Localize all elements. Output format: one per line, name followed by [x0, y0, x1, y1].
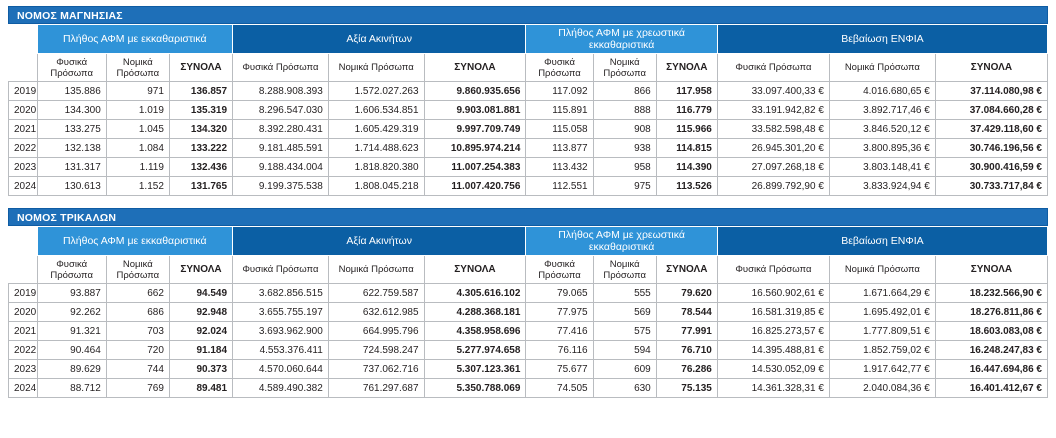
table-row [9, 101, 1048, 120]
table-row [9, 303, 1048, 322]
cell-value: 724.598.247 [328, 341, 424, 360]
cell-value: 1.606.534.851 [328, 101, 424, 120]
cell-value: 3.892.717,46 € [829, 101, 935, 120]
table-row [9, 82, 1048, 101]
group-header-afm-debit: Πλήθος ΑΦΜ με χρεωστικά εκκαθαριστικά [526, 25, 717, 54]
cell-value: 14.530.052,09 € [717, 360, 829, 379]
cell-value: 4.570.060.644 [233, 360, 329, 379]
cell-value: 74.505 [526, 379, 593, 398]
cell-total: 4.288.368.181 [424, 303, 526, 322]
sub-header-totals: ΣΥΝΟΛΑ [169, 54, 232, 82]
group-header-afm-debit: Πλήθος ΑΦΜ με χρεωστικά εκκαθαριστικά [526, 227, 717, 256]
cell-value: 1.777.809,51 € [829, 322, 935, 341]
cell-year: 2022 [9, 139, 38, 158]
cell-total: 16.447.694,86 € [935, 360, 1047, 379]
cell-value: 686 [106, 303, 169, 322]
cell-total: 5.350.788.069 [424, 379, 526, 398]
cell-total: 133.222 [169, 139, 232, 158]
cell-value: 703 [106, 322, 169, 341]
table-row [9, 284, 1048, 303]
cell-value: 1.671.664,29 € [829, 284, 935, 303]
table-row [9, 379, 1048, 398]
cell-value: 3.846.520,12 € [829, 120, 935, 139]
cell-total: 117.958 [656, 82, 717, 101]
cell-total: 94.549 [169, 284, 232, 303]
cell-total: 135.319 [169, 101, 232, 120]
cell-total: 116.779 [656, 101, 717, 120]
sub-header-legal: Νομικά Πρόσωπα [593, 256, 656, 284]
group-header-row [9, 227, 1048, 256]
cell-total: 18.232.566,90 € [935, 284, 1047, 303]
cell-total: 90.373 [169, 360, 232, 379]
cell-value: 938 [593, 139, 656, 158]
table-body [9, 82, 1048, 196]
cell-value: 8.288.908.393 [233, 82, 329, 101]
cell-total: 30.900.416,59 € [935, 158, 1047, 177]
cell-value: 4.016.680,65 € [829, 82, 935, 101]
sub-header-totals: ΣΥΝΟΛΑ [935, 54, 1047, 82]
cell-total: 132.436 [169, 158, 232, 177]
cell-value: 609 [593, 360, 656, 379]
table-head [9, 25, 1048, 82]
cell-total: 11.007.254.383 [424, 158, 526, 177]
cell-total: 78.544 [656, 303, 717, 322]
cell-total: 9.860.935.656 [424, 82, 526, 101]
sub-header-individuals: Φυσικά Πρόσωπα [717, 54, 829, 82]
cell-value: 4.553.376.411 [233, 341, 329, 360]
cell-total: 5.277.974.658 [424, 341, 526, 360]
cell-value: 1.019 [106, 101, 169, 120]
cell-value: 630 [593, 379, 656, 398]
cell-total: 4.358.958.696 [424, 322, 526, 341]
sub-header-row [9, 54, 1048, 82]
cell-value: 1.045 [106, 120, 169, 139]
cell-total: 4.305.616.102 [424, 284, 526, 303]
cell-value: 908 [593, 120, 656, 139]
cell-value: 3.803.148,41 € [829, 158, 935, 177]
cell-total: 134.320 [169, 120, 232, 139]
cell-value: 115.058 [526, 120, 593, 139]
cell-value: 113.877 [526, 139, 593, 158]
cell-value: 1.605.429.319 [328, 120, 424, 139]
cell-value: 632.612.985 [328, 303, 424, 322]
cell-total: 114.390 [656, 158, 717, 177]
table-head [9, 227, 1048, 284]
cell-value: 575 [593, 322, 656, 341]
cell-value: 26.899.792,90 € [717, 177, 829, 196]
cell-total: 136.857 [169, 82, 232, 101]
cell-value: 93.887 [37, 284, 106, 303]
group-header-row [9, 25, 1048, 54]
sub-header-individuals: Φυσικά Πρόσωπα [717, 256, 829, 284]
group-header-property-value: Αξία Ακινήτων [233, 25, 526, 54]
sub-header-row [9, 256, 1048, 284]
cell-total: 30.746.196,56 € [935, 139, 1047, 158]
cell-value: 75.677 [526, 360, 593, 379]
cell-value: 88.712 [37, 379, 106, 398]
cell-value: 33.191.942,82 € [717, 101, 829, 120]
cell-value: 134.300 [37, 101, 106, 120]
group-header-afm-count: Πλήθος ΑΦΜ με εκκαθαριστικά [37, 25, 233, 54]
table-row [9, 322, 1048, 341]
cell-year: 2020 [9, 303, 38, 322]
cell-value: 1.084 [106, 139, 169, 158]
cell-total: 131.765 [169, 177, 232, 196]
cell-total: 37.084.660,28 € [935, 101, 1047, 120]
sub-header-individuals: Φυσικά Πρόσωπα [526, 256, 593, 284]
table-row [9, 139, 1048, 158]
cell-total: 76.286 [656, 360, 717, 379]
cell-value: 9.181.485.591 [233, 139, 329, 158]
cell-value: 115.891 [526, 101, 593, 120]
sub-header-legal: Νομικά Πρόσωπα [106, 256, 169, 284]
cell-value: 8.296.547.030 [233, 101, 329, 120]
cell-value: 90.464 [37, 341, 106, 360]
cell-year: 2019 [9, 284, 38, 303]
cell-value: 594 [593, 341, 656, 360]
cell-total: 9.997.709.749 [424, 120, 526, 139]
cell-total: 37.429.118,60 € [935, 120, 1047, 139]
cell-total: 114.815 [656, 139, 717, 158]
cell-value: 1.917.642,77 € [829, 360, 935, 379]
sub-header-individuals: Φυσικά Πρόσωπα [37, 256, 106, 284]
sub-header-legal: Νομικά Πρόσωπα [106, 54, 169, 82]
table-row [9, 360, 1048, 379]
cell-value: 3.682.856.515 [233, 284, 329, 303]
cell-total: 92.948 [169, 303, 232, 322]
cell-value: 720 [106, 341, 169, 360]
table-row [9, 341, 1048, 360]
cell-total: 92.024 [169, 322, 232, 341]
cell-value: 14.395.488,81 € [717, 341, 829, 360]
cell-value: 662 [106, 284, 169, 303]
sub-header-totals: ΣΥΝΟΛΑ [169, 256, 232, 284]
sub-header-totals: ΣΥΝΟΛΑ [656, 54, 717, 82]
table-body [9, 284, 1048, 398]
table-row [9, 177, 1048, 196]
cell-year: 2023 [9, 360, 38, 379]
cell-total: 77.991 [656, 322, 717, 341]
cell-value: 130.613 [37, 177, 106, 196]
cell-value: 1.818.820.380 [328, 158, 424, 177]
cell-value: 16.581.319,85 € [717, 303, 829, 322]
cell-value: 33.097.400,33 € [717, 82, 829, 101]
cell-value: 135.886 [37, 82, 106, 101]
cell-value: 3.693.962.900 [233, 322, 329, 341]
data-table [8, 24, 1048, 196]
sub-header-legal: Νομικά Πρόσωπα [328, 54, 424, 82]
cell-value: 131.317 [37, 158, 106, 177]
table-row [9, 120, 1048, 139]
cell-value: 1.572.027.263 [328, 82, 424, 101]
cell-total: 30.733.717,84 € [935, 177, 1047, 196]
sub-header-individuals: Φυσικά Πρόσωπα [37, 54, 106, 82]
cell-value: 3.833.924,94 € [829, 177, 935, 196]
cell-value: 27.097.268,18 € [717, 158, 829, 177]
cell-value: 971 [106, 82, 169, 101]
sub-header-year [9, 54, 38, 82]
group-header-corner [9, 227, 38, 256]
cell-value: 866 [593, 82, 656, 101]
sub-header-totals: ΣΥΝΟΛΑ [424, 54, 526, 82]
cell-value: 9.188.434.004 [233, 158, 329, 177]
cell-total: 10.895.974.214 [424, 139, 526, 158]
cell-total: 79.620 [656, 284, 717, 303]
sub-header-individuals: Φυσικά Πρόσωπα [233, 54, 329, 82]
cell-value: 888 [593, 101, 656, 120]
group-header-property-value: Αξία Ακινήτων [233, 227, 526, 256]
cell-total: 18.603.083,08 € [935, 322, 1047, 341]
sub-header-individuals: Φυσικά Πρόσωπα [233, 256, 329, 284]
cell-value: 622.759.587 [328, 284, 424, 303]
cell-total: 75.135 [656, 379, 717, 398]
block-title: ΝΟΜΟΣ ΜΑΓΝΗΣΙΑΣ [8, 6, 1048, 24]
cell-value: 1.119 [106, 158, 169, 177]
cell-total: 91.184 [169, 341, 232, 360]
cell-value: 91.321 [37, 322, 106, 341]
cell-year: 2023 [9, 158, 38, 177]
cell-value: 1.808.045.218 [328, 177, 424, 196]
cell-value: 16.825.273,57 € [717, 322, 829, 341]
cell-value: 4.589.490.382 [233, 379, 329, 398]
cell-value: 2.040.084,36 € [829, 379, 935, 398]
cell-value: 9.199.375.538 [233, 177, 329, 196]
cell-total: 115.966 [656, 120, 717, 139]
sub-header-legal: Νομικά Πρόσωπα [829, 54, 935, 82]
group-header-afm-count: Πλήθος ΑΦΜ με εκκαθαριστικά [37, 227, 233, 256]
sub-header-legal: Νομικά Πρόσωπα [328, 256, 424, 284]
cell-value: 113.432 [526, 158, 593, 177]
cell-value: 664.995.796 [328, 322, 424, 341]
cell-total: 113.526 [656, 177, 717, 196]
data-table [8, 226, 1048, 398]
sub-header-legal: Νομικά Πρόσωπα [593, 54, 656, 82]
cell-value: 16.560.902,61 € [717, 284, 829, 303]
cell-year: 2021 [9, 120, 38, 139]
cell-total: 11.007.420.756 [424, 177, 526, 196]
cell-value: 1.714.488.623 [328, 139, 424, 158]
cell-total: 37.114.080,98 € [935, 82, 1047, 101]
cell-value: 33.582.598,48 € [717, 120, 829, 139]
cell-value: 3.800.895,36 € [829, 139, 935, 158]
cell-value: 3.655.755.197 [233, 303, 329, 322]
cell-value: 569 [593, 303, 656, 322]
cell-total: 16.248.247,83 € [935, 341, 1047, 360]
cell-value: 975 [593, 177, 656, 196]
cell-total: 9.903.081.881 [424, 101, 526, 120]
cell-value: 79.065 [526, 284, 593, 303]
cell-value: 26.945.301,20 € [717, 139, 829, 158]
sub-header-year [9, 256, 38, 284]
cell-year: 2019 [9, 82, 38, 101]
cell-value: 737.062.716 [328, 360, 424, 379]
cell-total: 89.481 [169, 379, 232, 398]
table-row [9, 158, 1048, 177]
cell-value: 117.092 [526, 82, 593, 101]
cell-total: 16.401.412,67 € [935, 379, 1047, 398]
group-header-enfia: Βεβαίωση ΕΝΦΙΑ [717, 25, 1047, 54]
cell-year: 2022 [9, 341, 38, 360]
cell-value: 112.551 [526, 177, 593, 196]
cell-value: 14.361.328,31 € [717, 379, 829, 398]
cell-value: 8.392.280.431 [233, 120, 329, 139]
cell-value: 77.975 [526, 303, 593, 322]
cell-year: 2021 [9, 322, 38, 341]
cell-year: 2024 [9, 177, 38, 196]
sub-header-totals: ΣΥΝΟΛΑ [656, 256, 717, 284]
cell-total: 18.276.811,86 € [935, 303, 1047, 322]
group-header-corner [9, 25, 38, 54]
cell-value: 958 [593, 158, 656, 177]
sub-header-totals: ΣΥΝΟΛΑ [935, 256, 1047, 284]
cell-value: 92.262 [37, 303, 106, 322]
cell-value: 76.116 [526, 341, 593, 360]
cell-value: 744 [106, 360, 169, 379]
sub-header-totals: ΣΥΝΟΛΑ [424, 256, 526, 284]
sub-header-legal: Νομικά Πρόσωπα [829, 256, 935, 284]
cell-value: 133.275 [37, 120, 106, 139]
cell-total: 5.307.123.361 [424, 360, 526, 379]
block-title: ΝΟΜΟΣ ΤΡΙΚΑΛΩΝ [8, 208, 1048, 226]
cell-value: 1.852.759,02 € [829, 341, 935, 360]
cell-year: 2024 [9, 379, 38, 398]
cell-value: 1.152 [106, 177, 169, 196]
cell-value: 132.138 [37, 139, 106, 158]
cell-value: 1.695.492,01 € [829, 303, 935, 322]
cell-year: 2020 [9, 101, 38, 120]
prefecture-block-magnisias [8, 6, 1048, 196]
cell-total: 76.710 [656, 341, 717, 360]
cell-value: 77.416 [526, 322, 593, 341]
cell-value: 769 [106, 379, 169, 398]
cell-value: 89.629 [37, 360, 106, 379]
cell-value: 555 [593, 284, 656, 303]
group-header-enfia: Βεβαίωση ΕΝΦΙΑ [717, 227, 1047, 256]
prefecture-block-trikalon [8, 208, 1048, 398]
cell-value: 761.297.687 [328, 379, 424, 398]
sub-header-individuals: Φυσικά Πρόσωπα [526, 54, 593, 82]
